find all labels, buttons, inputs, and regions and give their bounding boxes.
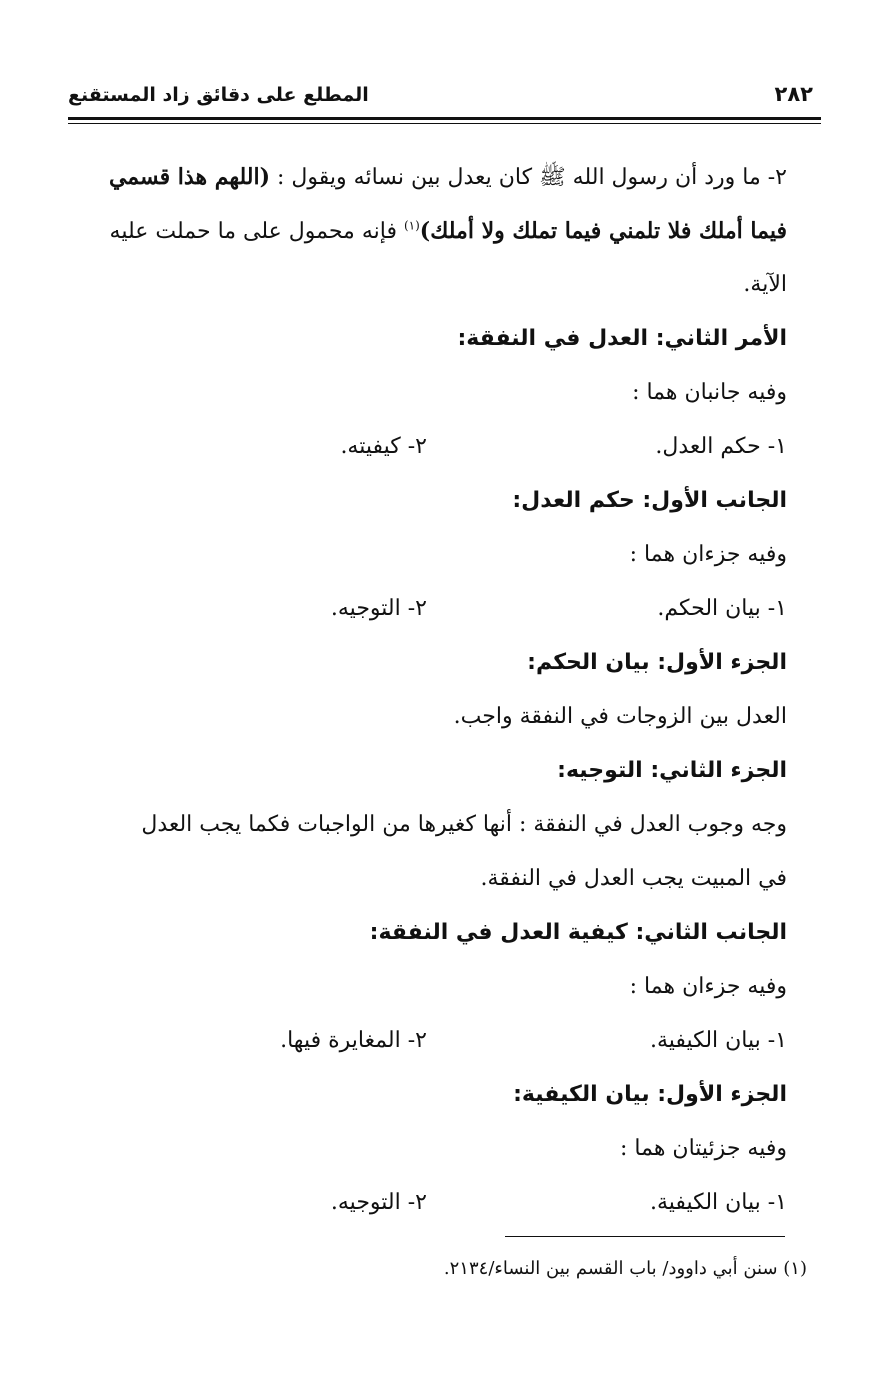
hadith-quote-end: فيما أملك فلا تلمني فيما تملك ولا أملك) — [419, 218, 787, 244]
running-title: المطلع على دقائق زاد المستقنع — [68, 84, 369, 106]
enumeration-item: ١- بيان الكيفية. — [649, 1028, 787, 1053]
paragraph-line: وفيه جزئيتان هما : — [620, 1136, 787, 1161]
enumeration-item: ٢- المغايرة فيها. — [280, 1028, 427, 1053]
subsection-heading: الجزء الأول: بيان الحكم: — [527, 650, 787, 675]
paragraph-line: في المبيت يجب العدل في النفقة. — [480, 866, 787, 891]
subsection-heading: الجزء الأول: بيان الكيفية: — [513, 1082, 787, 1107]
page-body — [70, 150, 787, 1230]
paragraph-line — [70, 204, 787, 258]
subsection-heading: الجانب الثاني: كيفية العدل في النفقة: — [369, 920, 787, 945]
footnote: (١) سنن أبي داوود/ باب القسم بين النساء/٢١٣٤. — [443, 1258, 807, 1279]
paragraph-line: وفيه جزءان هما : — [629, 974, 787, 999]
paragraph-line: الآية. — [743, 272, 787, 297]
header-rule-thin — [68, 123, 821, 124]
enumeration-row — [70, 1176, 787, 1230]
enumeration-item: ٢- التوجيه. — [330, 1190, 427, 1215]
subsection-heading: الجزء الثاني: التوجيه: — [557, 758, 787, 783]
hadith-quote-start: (اللهم هذا قسمي — [108, 164, 271, 190]
page-header — [68, 78, 813, 118]
enumeration-row — [70, 1014, 787, 1068]
subsection-heading: الجانب الأول: حكم العدل: — [512, 488, 787, 513]
enumeration-item: ١- حكم العدل. — [655, 434, 787, 459]
header-rule-thick — [68, 117, 821, 120]
hadith-intro: ٢- ما ورد أن رسول الله ﷺ كان يعدل بين نسائه ويقول : — [270, 165, 787, 190]
enumeration-row — [70, 582, 787, 636]
enumeration-row — [70, 420, 787, 474]
page-number: ٢٨٢ — [774, 82, 813, 106]
paragraph-line: وجه وجوب العدل في النفقة : أنها كغيرها من الواجبات فكما يجب العدل — [141, 812, 787, 837]
enumeration-item: ٢- كيفيته. — [340, 434, 427, 459]
enumeration-item: ١- بيان الكيفية. — [649, 1190, 787, 1215]
footnote-marker: (١) — [403, 218, 420, 233]
section-heading: الأمر الثاني: العدل في النفقة: — [457, 326, 787, 351]
paragraph-line: وفيه جانبان هما : — [632, 380, 787, 405]
paragraph-line: العدل بين الزوجات في النفقة واجب. — [453, 704, 787, 729]
enumeration-item: ١- بيان الحكم. — [657, 596, 787, 621]
paragraph-line: وفيه جزءان هما : — [629, 542, 787, 567]
enumeration-item: ٢- التوجيه. — [330, 596, 427, 621]
footnote-rule — [505, 1236, 785, 1237]
hadith-commentary: فإنه محمول على ما حملت عليه — [109, 219, 404, 244]
paragraph-line — [70, 150, 787, 204]
